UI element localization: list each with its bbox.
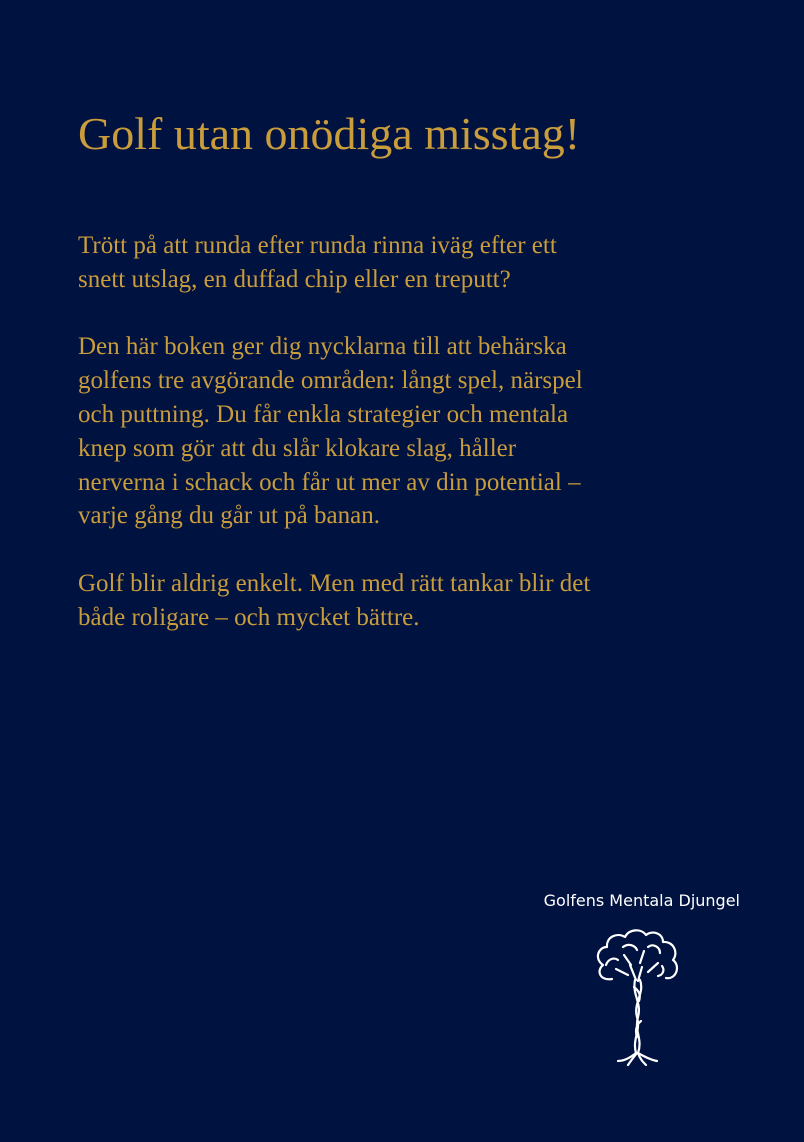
body-copy xyxy=(78,229,728,668)
brand-name: Golfens Mentala Djungel xyxy=(543,891,740,910)
paragraph-intro: Trött på att runda efter runda rinna iväg efter ett snett utslag, en duffad chip eller en treputt? xyxy=(78,232,557,293)
tree-logo-icon xyxy=(590,925,686,1067)
paragraph-closing: Golf blir aldrig enkelt. Men med rätt tankar blir det både roligare – och mycket bättre. xyxy=(78,569,591,631)
paragraph-description: Den här boken ger dig nycklarna till att behärska golfens tre avgörande områden: långt spel, närspel och puttning. Du får enkla strategier och mentala knep som gör att du slår klokare slag, håller nerverna i schack och får ut mer av din potential – varje gång du går ut på banan. xyxy=(78,333,583,530)
page-title: Golf utan onödiga misstag! xyxy=(78,108,581,159)
